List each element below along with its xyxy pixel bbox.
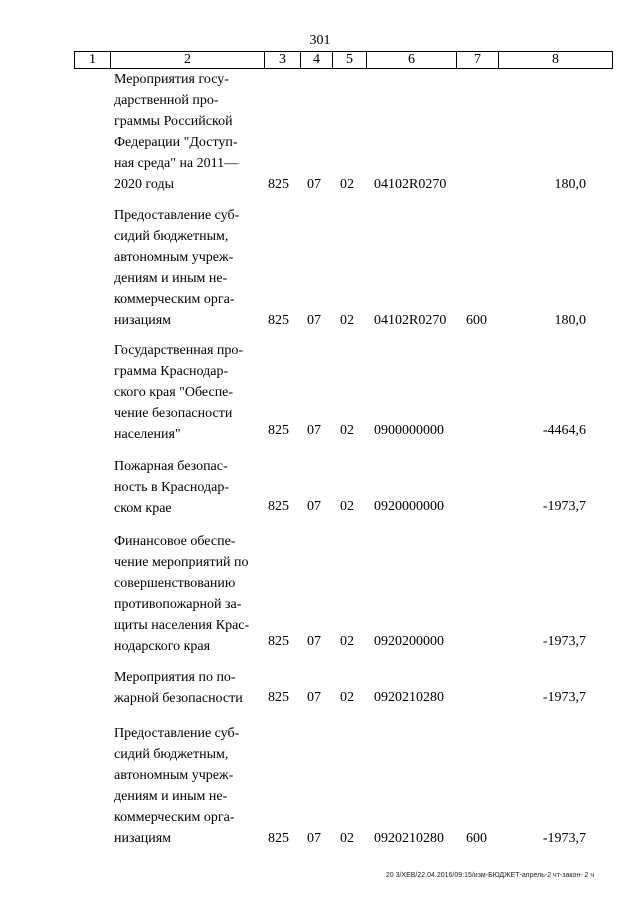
column-header-2: 2 xyxy=(111,52,265,69)
target-item-code: 0920210280 xyxy=(374,831,444,846)
column-header-row xyxy=(75,52,613,69)
subsection-code: 02 xyxy=(340,177,354,192)
item-name-line: населения" xyxy=(114,427,181,442)
ved-code: 825 xyxy=(268,690,289,705)
amount-value: -1973,7 xyxy=(542,634,586,649)
section-code: 07 xyxy=(307,831,321,846)
ved-code: 825 xyxy=(268,634,289,649)
ved-code: 825 xyxy=(268,313,289,328)
item-name-line: Предоставление суб- xyxy=(114,208,240,223)
item-name xyxy=(114,456,256,519)
item-name-line: 2020 годы xyxy=(114,177,175,192)
subsection-code: 02 xyxy=(340,690,354,705)
item-name-line: Финансовое обеспе- xyxy=(114,534,236,549)
amount-value: -1973,7 xyxy=(542,690,586,705)
item-name-line: автономным учреж- xyxy=(114,250,234,265)
item-name-line: коммерческим орга- xyxy=(114,292,235,307)
subsection-code: 02 xyxy=(340,423,354,438)
section-code: 07 xyxy=(307,423,321,438)
item-name-line: низациям xyxy=(114,313,172,328)
item-name-line: дениям и иным не- xyxy=(114,789,228,804)
target-item-code: 04102R0270 xyxy=(374,313,447,328)
column-header-6: 6 xyxy=(367,52,457,69)
target-item-code: 04102R0270 xyxy=(374,177,447,192)
subsection-code: 02 xyxy=(340,499,354,514)
target-item-code: 0920210280 xyxy=(374,690,444,705)
subsection-code: 02 xyxy=(340,831,354,846)
item-name xyxy=(114,531,256,657)
item-name-line: Мероприятия госу- xyxy=(114,72,229,87)
amount-value: -1973,7 xyxy=(542,831,586,846)
section-code: 07 xyxy=(307,634,321,649)
item-name-line: дениям и иным не- xyxy=(114,271,228,286)
subsection-code: 02 xyxy=(340,313,354,328)
item-name xyxy=(114,205,256,331)
column-header-7: 7 xyxy=(457,52,499,69)
item-name-line: сидий бюджетным, xyxy=(114,229,229,244)
column-header-5: 5 xyxy=(333,52,367,69)
item-name-line: ского края "Обеспе- xyxy=(114,385,234,400)
item-name-line: ность в Краснодар- xyxy=(114,480,230,495)
item-name-line: нодарского края xyxy=(114,639,211,654)
item-name-line: автономным учреж- xyxy=(114,768,234,783)
target-item-code: 0920200000 xyxy=(374,634,444,649)
column-header-4: 4 xyxy=(301,52,333,69)
item-name-line: жарной безопасности xyxy=(114,691,243,706)
amount-value: -1973,7 xyxy=(542,499,586,514)
item-name-line: чение безопасности xyxy=(114,406,233,421)
expense-type-code: 600 xyxy=(466,313,487,328)
item-name-line: сидий бюджетным, xyxy=(114,747,229,762)
item-name-line: ная среда" на 2011— xyxy=(114,156,239,171)
ved-code: 825 xyxy=(268,177,289,192)
item-name-line: дарственной про- xyxy=(114,93,219,108)
ved-code: 825 xyxy=(268,499,289,514)
item-name-line: граммы Российской xyxy=(114,114,233,129)
target-item-code: 0920000000 xyxy=(374,499,444,514)
section-code: 07 xyxy=(307,499,321,514)
document-footer: 20 3/ХЕВ/22.04.2016/09:15/изм-БЮДЖЕТ-апрель-2 чт-закон- 2 ч xyxy=(385,872,594,879)
item-name-line: ском крае xyxy=(114,501,172,516)
target-item-code: 0900000000 xyxy=(374,423,444,438)
item-name-line: Федерации "Доступ- xyxy=(114,135,238,150)
amount-value: 180,0 xyxy=(554,313,586,328)
amount-value: 180,0 xyxy=(554,177,586,192)
expense-type-code: 600 xyxy=(466,831,487,846)
section-code: 07 xyxy=(307,313,321,328)
ved-code: 825 xyxy=(268,423,289,438)
item-name-line: щиты населения Крас- xyxy=(114,618,250,633)
item-name xyxy=(114,667,256,709)
item-name-line: противопожарной за- xyxy=(114,597,242,612)
item-name-line: чение мероприятий по xyxy=(114,555,249,570)
subsection-code: 02 xyxy=(340,634,354,649)
section-code: 07 xyxy=(307,177,321,192)
item-name-line: низациям xyxy=(114,831,172,846)
item-name xyxy=(114,723,256,849)
ved-code: 825 xyxy=(268,831,289,846)
item-name-line: коммерческим орга- xyxy=(114,810,235,825)
column-header-1: 1 xyxy=(75,52,111,69)
column-header-8: 8 xyxy=(499,52,613,69)
item-name-line: Пожарная безопас- xyxy=(114,459,228,474)
item-name-line: Предоставление суб- xyxy=(114,726,240,741)
column-header-3: 3 xyxy=(265,52,301,69)
column-header-table xyxy=(74,51,613,69)
item-name-line: грамма Краснодар- xyxy=(114,364,229,379)
amount-value: -4464,6 xyxy=(542,423,586,438)
section-code: 07 xyxy=(307,690,321,705)
item-name-line: Государственная про- xyxy=(114,343,244,358)
item-name-line: Мероприятия по по- xyxy=(114,670,236,685)
page-number: 301 xyxy=(309,33,331,48)
item-name-line: совершенствованию xyxy=(114,576,236,591)
item-name xyxy=(114,69,256,195)
item-name xyxy=(114,340,256,445)
